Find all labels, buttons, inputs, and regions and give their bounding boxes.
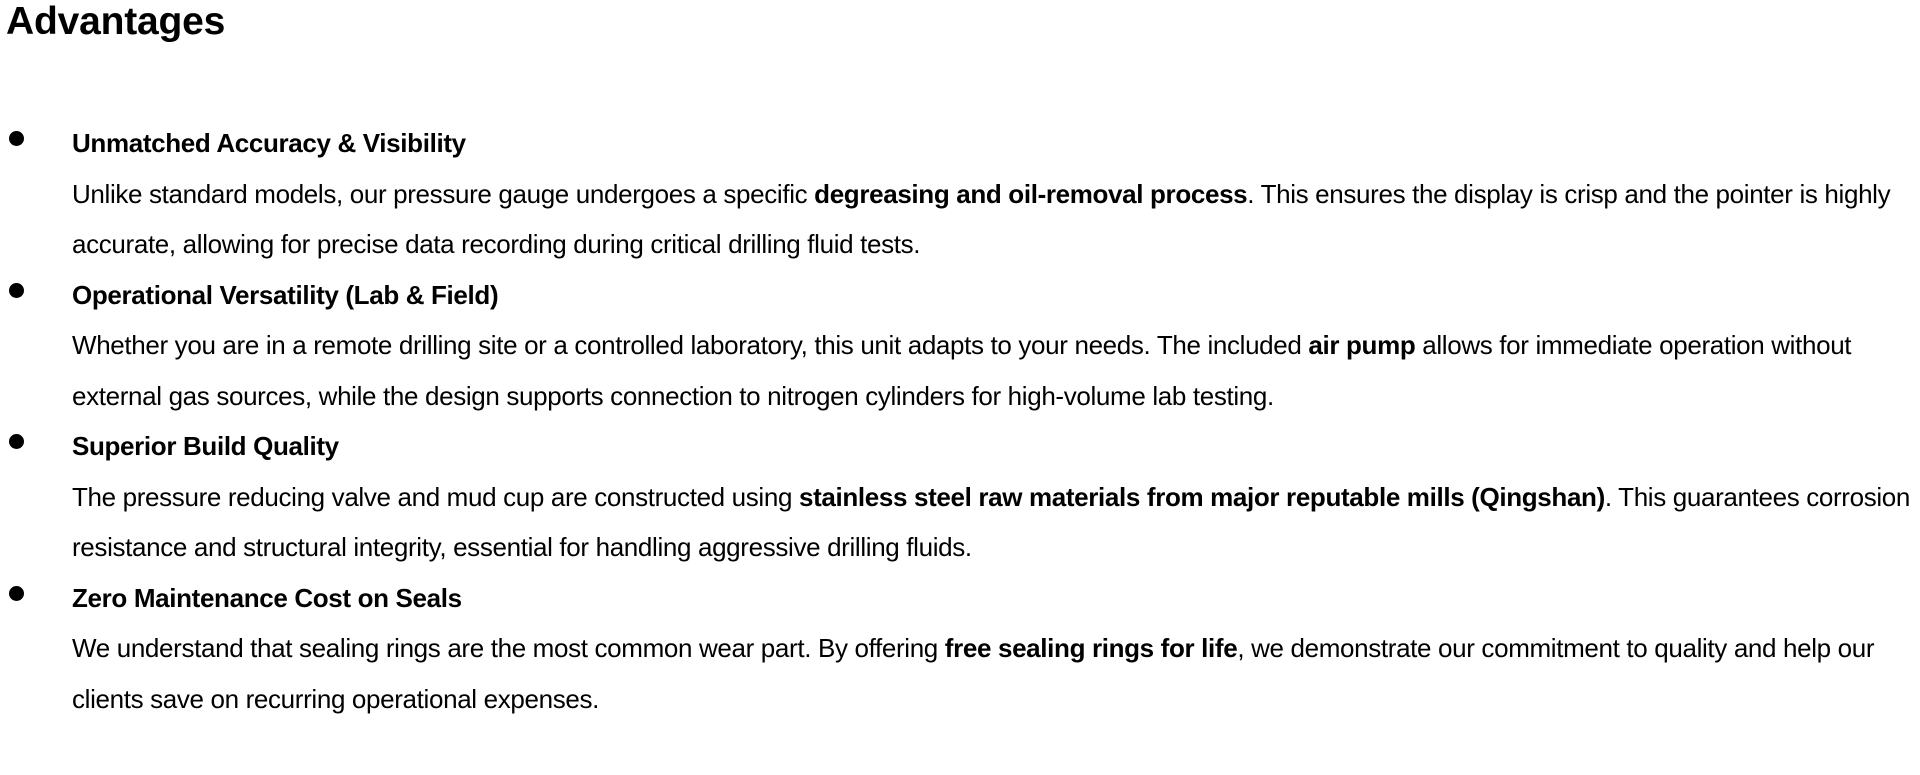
item-body — [72, 320, 1916, 421]
body-text: The pressure reducing valve and mud cup are constructed using — [72, 481, 799, 512]
item-body — [72, 623, 1916, 724]
body-emphasis: stainless steel raw materials from major reputable mills (Qingshan) — [798, 481, 1605, 512]
item-title: Unmatched Accuracy & Visibility — [72, 128, 466, 158]
item-title: Zero Maintenance Cost on Seals — [72, 582, 462, 613]
body-text: . This ensures the display is crisp and the pointer is highly accurate, allowing for precise data recording during critical drilling fluid tests. — [72, 178, 1891, 259]
bullet-icon — [9, 586, 24, 601]
bullet-icon — [9, 434, 24, 449]
item-body — [72, 169, 1916, 270]
list-item — [6, 118, 1916, 270]
item-title: Operational Versatility (Lab & Field) — [72, 279, 499, 310]
body-text: . This guarantees corrosion resistance and structural integrity, essential for handling aggressive drilling fluids. — [72, 481, 1911, 562]
body-emphasis: free sealing rings for life — [944, 633, 1238, 663]
bullet-icon — [9, 283, 24, 298]
body-text: Unlike standard models, our pressure gauge undergoes a specific — [72, 178, 815, 209]
list-item — [6, 270, 1916, 422]
body-text: allows for immediate operation without external gas sources, while the design supports connection to nitrogen cylinders for high-volume lab testing. — [72, 330, 1852, 411]
item-title: Superior Build Quality — [72, 431, 339, 461]
body-text: , we demonstrate our commitment to quality and help our clients save on recurring operational expenses. — [72, 633, 1875, 714]
body-emphasis: air pump — [1308, 330, 1416, 360]
list-item — [6, 573, 1916, 725]
item-body — [72, 472, 1916, 573]
bullet-icon — [9, 131, 24, 146]
body-text: We understand that sealing rings are the most common wear part. By offering — [72, 633, 945, 663]
page-title: Advantages — [6, 0, 226, 43]
list-item — [6, 421, 1916, 573]
body-text: Whether you are in a remote drilling site or a controlled laboratory, this unit adapts to your needs. The included — [72, 330, 1309, 360]
body-emphasis: degreasing and oil-removal process — [814, 178, 1248, 209]
advantages-list — [6, 118, 1916, 724]
